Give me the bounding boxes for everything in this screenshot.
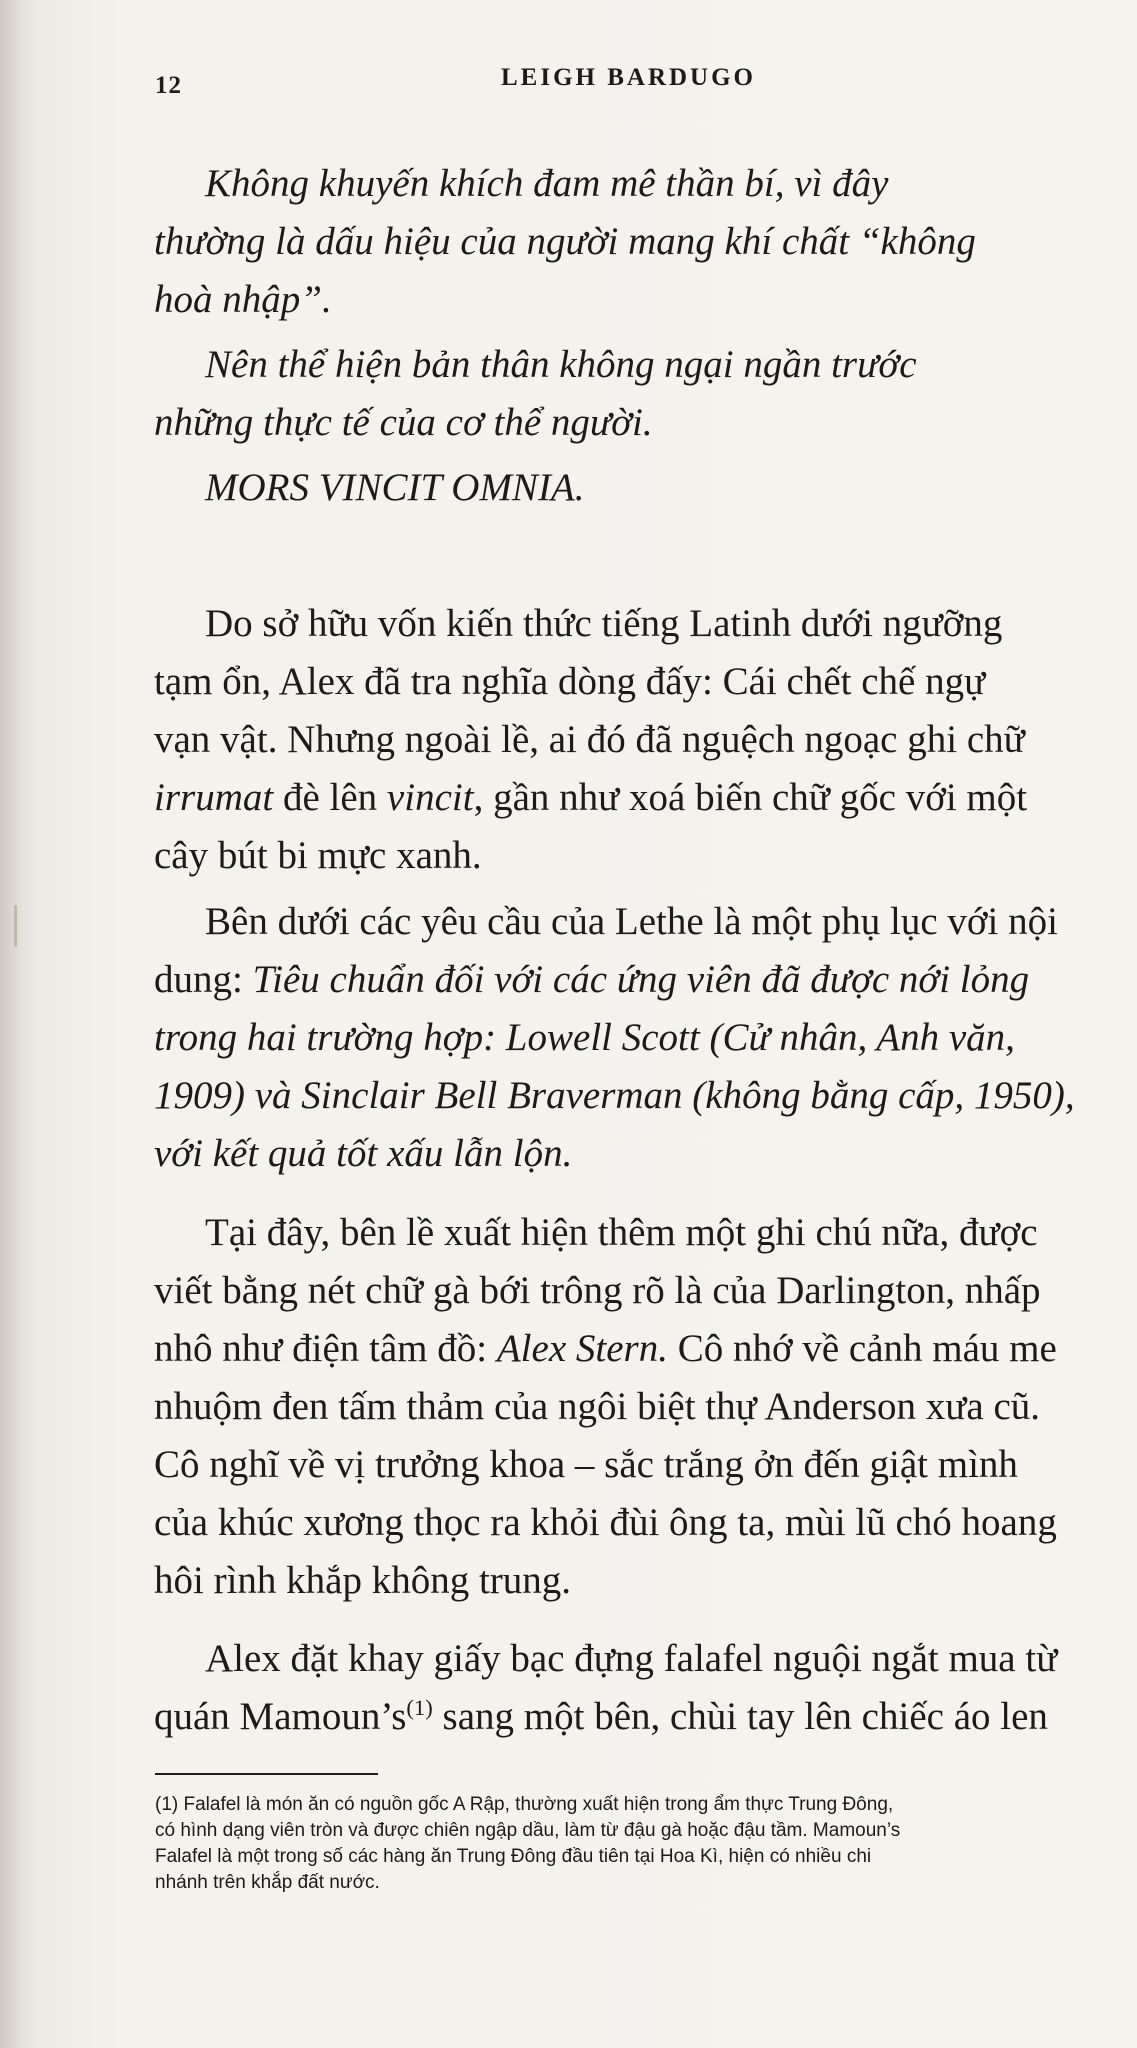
body-line: vạn vật. Nhưng ngoài lề, ai đó đã nguệch ngoạc ghi chữ	[154, 718, 1025, 761]
footnote-line: (1) Falafel là món ăn có nguồn gốc A Rập, thường xuất hiện trong ẩm thực Trung Đông,	[155, 1794, 894, 1815]
body-line	[154, 778, 1027, 817]
italic-term: vincit	[386, 776, 474, 819]
page-edge-mark	[14, 905, 17, 947]
body-line: với kết quả tốt xấu lẫn lộn.	[154, 1132, 573, 1175]
body-line: Nên thể hiện bản thân không ngại ngần trước	[205, 343, 917, 386]
body-fragment: quán Mamoun’s	[154, 1695, 407, 1738]
body-line: MORS VINCIT OMNIA.	[205, 466, 585, 509]
body-line: nhuộm đen tấm thảm của ngôi biệt thự Anderson xưa cũ.	[154, 1385, 1041, 1428]
running-head: LEIGH BARDUGO	[501, 64, 757, 91]
body-line: hoà nhập”.	[154, 278, 332, 321]
body-fragment: Cô nhớ về cảnh máu me	[667, 1327, 1057, 1370]
body-line: Tại đây, bên lề xuất hiện thêm một ghi chú nữa, được	[205, 1211, 1038, 1254]
body-line: của khúc xương thọc ra khỏi đùi ông ta, mùi lũ chó hoang	[154, 1501, 1057, 1544]
footnote-line: Falafel là một trong số các hàng ăn Trung Đông đầu tiên tại Hoa Kì, hiện có nhiều chi	[155, 1846, 872, 1867]
page-number: 12	[155, 72, 182, 99]
footnote-marker: (1)	[406, 1695, 433, 1720]
body-line: Do sở hữu vốn kiến thức tiếng Latinh dưới ngưỡng	[205, 602, 1003, 645]
page-gutter-shadow	[0, 0, 24, 2048]
body-line: những thực tế của cơ thể người.	[154, 401, 653, 444]
body-line: Bên dưới các yêu cầu của Lethe là một phụ lục với nội	[205, 900, 1058, 943]
footnote-line: nhánh trên khắp đất nước.	[155, 1872, 380, 1893]
page-header	[155, 64, 1075, 104]
body-fragment: dung:	[154, 958, 253, 1001]
body-line	[154, 960, 1029, 999]
body-fragment: sang một bên, chùi tay lên chiếc áo len	[432, 1695, 1048, 1738]
body-line: hôi rình khắp không trung.	[154, 1559, 572, 1602]
body-line: viết bằng nét chữ gà bới trông rõ là của Darlington, nhấp	[154, 1269, 1041, 1312]
body-line: tạm ổn, Alex đã tra nghĩa dòng đấy: Cái chết chế ngự	[154, 660, 986, 703]
body-fragment: đè lên	[273, 776, 387, 819]
italic-name: Alex Stern.	[496, 1327, 668, 1370]
body-line: thường là dấu hiệu của người mang khí chất “không	[154, 220, 976, 263]
footnote	[155, 1792, 1095, 1896]
body-line: Cô nghĩ về vị trưởng khoa – sắc trắng ởn đến giật mình	[154, 1443, 1018, 1486]
body-line: trong hai trường hợp: Lowell Scott (Cử nhân, Anh văn,	[154, 1016, 1015, 1059]
footnote-rule	[155, 1773, 378, 1775]
body-line	[154, 1329, 1057, 1368]
body-line: cây bút bi mực xanh.	[154, 834, 482, 877]
body-line: 1909) và Sinclair Bell Braverman (không bằng cấp, 1950),	[154, 1074, 1075, 1117]
italic-term: irrumat	[154, 776, 274, 819]
italic-passage: Tiêu chuẩn đối với các ứng viên đã được nới lỏng	[252, 958, 1030, 1001]
body-line: Alex đặt khay giấy bạc đựng falafel nguội ngắt mua từ	[205, 1637, 1058, 1680]
body-fragment: , gần như xoá biến chữ gốc với một	[473, 776, 1028, 819]
body-fragment: nhô như điện tâm đồ:	[154, 1327, 497, 1370]
footnote-line: có hình dạng viên tròn và được chiên ngập dầu, làm từ đậu gà hoặc đậu tầm. Mamoun’s	[155, 1820, 901, 1841]
body-line: Không khuyến khích đam mê thần bí, vì đây	[205, 162, 889, 205]
body-line	[154, 1697, 1048, 1736]
